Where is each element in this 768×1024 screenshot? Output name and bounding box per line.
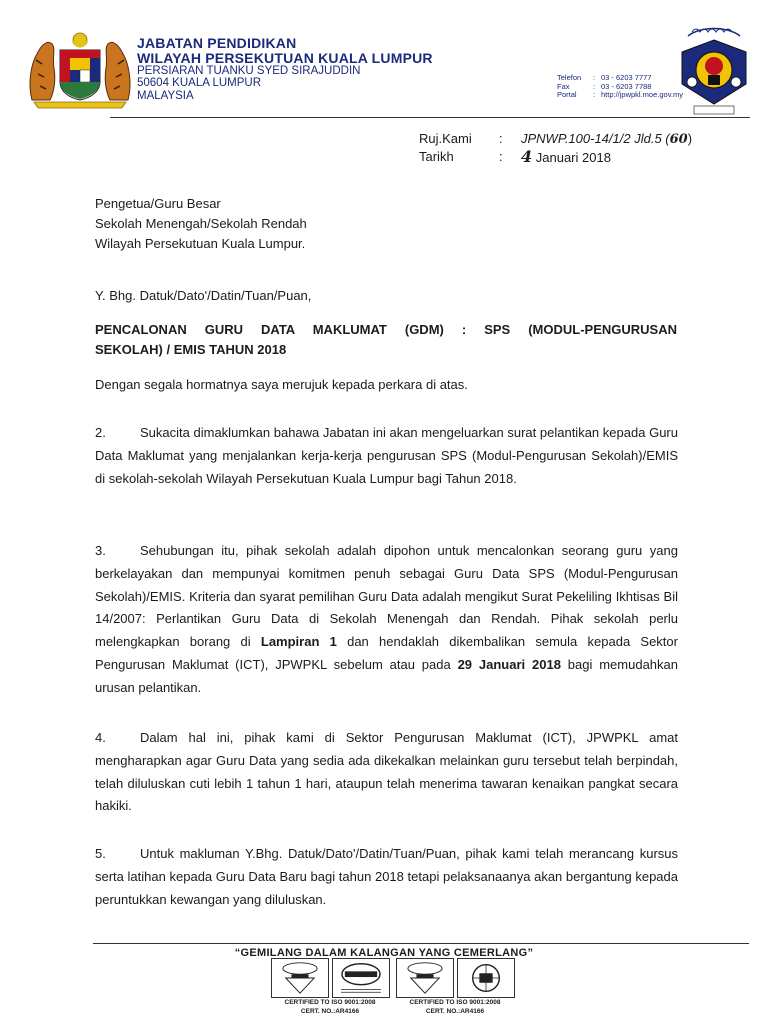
recipient-line: Sekolah Menengah/Sekolah Rendah	[95, 216, 307, 231]
paragraph-number: 3.	[95, 543, 106, 558]
address-line1: PERSIARAN TUANKU SYED SIRAJUDDIN	[137, 65, 361, 78]
contact-value: http://jpwpkl.moe.gov.my	[601, 90, 683, 100]
recipient-line: Pengetua/Guru Besar	[95, 196, 221, 211]
contact-label: Fax	[557, 81, 570, 91]
org-name-line2: WILAYAH PERSEKUTUAN KUALA LUMPUR	[137, 49, 433, 66]
paragraph-3	[95, 540, 678, 700]
ruj-number: JPNWP.100-14/1/2 Jld.5 (	[521, 131, 670, 146]
contact-info	[557, 74, 683, 100]
contact-label: Portal	[557, 90, 577, 100]
recipient-line: Wilayah Persekutuan Kuala Lumpur.	[95, 236, 306, 251]
quality-system-sirim-icon	[396, 958, 454, 998]
contact-value: 03 - 6203 7777	[601, 73, 652, 82]
footer-motto: “GEMILANG DALAM KALANGAN YANG CEMERLANG”	[234, 947, 534, 959]
paragraph-text: Sehubungan itu, pihak sekolah adalah dipohon untuk mencalonkan seorang guru yang berkelayakan dan mempunyai komitmen penuh sebagai Guru Data SPS (Modul-Pengurusan Sekolah)/EMIS. Kriteria dan syarat pemilihan Guru Data adalah mengikut Surat Pekeliling Ikhtisas Bil 14/2007: Perlantikan Guru Data di Sekolah Menengah dan Rendah. Pihak sekolah perlu melengkapkan borang di	[95, 543, 678, 650]
paragraph-number: 5.	[95, 846, 106, 861]
contact-phone: Telefon : 03 - 6203 7777	[557, 73, 652, 82]
subject-line1: PENCALONAN GURU DATA MAKLUMAT (GDM) : SPS (MODUL-PENGURUSAN	[95, 322, 677, 337]
address-line3: MALAYSIA	[137, 89, 194, 102]
letter-subject	[95, 320, 677, 360]
federal-territory-crest-icon	[676, 22, 752, 118]
cert-number: CERT. NO.:AR4166	[425, 1007, 485, 1015]
paragraph-text: Untuk makluman Y.Bhg. Datuk/Dato'/Datin/Tuan/Puan, pihak kami telah merancang kursus serta latihan kepada Guru Data Baru bagi tahun 2018 tetapi pelaksanaanya akan bergantung kepada peruntukkan kewangan yang diluluskan.	[95, 846, 678, 907]
quality-system-sirim-icon	[271, 958, 329, 998]
contact-fax: Fax : 03 - 6203 7788	[557, 81, 652, 91]
organization-name	[137, 36, 433, 102]
cert-number: CERT. NO.:AR4166	[300, 1007, 360, 1015]
contact-label: Telefon	[557, 73, 582, 82]
tarikh-label: Tarikh	[419, 149, 454, 164]
ruj-close: )	[687, 131, 693, 146]
iso-certification-2	[385, 958, 525, 1022]
paragraph-text: bagi memudahkan urusan pelantikan.	[95, 656, 678, 695]
tarikh-month-year: Januari 2018	[535, 150, 611, 165]
lampiran-reference: Lampiran 1	[260, 634, 337, 650]
ruj-value	[521, 130, 692, 149]
recipient-address	[95, 194, 307, 254]
footer-divider	[93, 943, 749, 944]
ruj-separator: :	[499, 131, 503, 146]
org-name-line1: JABATAN PENDIDIKAN	[137, 35, 297, 51]
address-line2: 50604 KUALA LUMPUR	[137, 77, 262, 90]
contact-portal: Portal : http://jpwpkl.moe.gov.my	[557, 90, 683, 100]
tarikh-separator: :	[499, 149, 503, 164]
paragraph-5	[95, 843, 678, 911]
ruj-label: Ruj.Kami	[419, 131, 472, 146]
paragraph-number: 2.	[95, 425, 106, 440]
iqnet-logo-icon	[457, 958, 515, 998]
contact-value: 03 - 6203 7788	[601, 81, 652, 91]
cert-standard: CERTIFIED TO ISO 9001:2008	[284, 999, 376, 1006]
paragraph-4	[95, 727, 678, 818]
paragraph-2	[95, 422, 678, 490]
iso-certification-1	[260, 958, 400, 1022]
letterhead-divider	[110, 117, 750, 118]
tarikh-handwritten-day: 4	[521, 147, 533, 166]
subject-line2: SEKOLAH) / EMIS TAHUN 2018	[95, 342, 287, 357]
malaysia-coat-of-arms-icon	[26, 30, 134, 110]
paragraph-1: Dengan segala hormatnya saya merujuk kepada perkara di atas.	[95, 377, 468, 392]
tarikh-value	[521, 148, 611, 167]
cert-standard: CERTIFIED TO ISO 9001:2008	[409, 999, 501, 1006]
paragraph-text: Dalam hal ini, pihak kami di Sektor Pengurusan Maklumat (ICT), JPWPKL amat mengharapkan agar Guru Data yang sedia ada dikekalkan melainkan guru tersebut telah berpindah, telah diluluskan cuti lebih 1 tahun 1 hari, ataupun telah menerima tawaran kenaikan pangkat secara hakiki.	[95, 730, 678, 814]
paragraph-text: Sukacita dimaklumkan bahawa Jabatan ini akan mengeluarkan surat pelantikan kepada Guru Data Maklumat yang menjalankan kerja-kerja pengurusan SPS (Modul-Pengurusan Sekolah)/EMIS di sekolah-sekolah Wilayah Persekutuan Kuala Lumpur bagi Tahun 2018.	[95, 425, 678, 486]
paragraph-number: 4.	[95, 730, 106, 745]
deadline-date: 29 Januari 2018	[457, 656, 561, 672]
standards-logo-icon	[332, 958, 390, 998]
salutation: Y. Bhg. Datuk/Dato'/Datin/Tuan/Puan,	[95, 288, 312, 303]
ruj-handwritten: 60	[669, 132, 688, 147]
paragraph-text: dan hendaklah dikembalikan semula kepada Sektor Pengurusan Maklumat (ICT), JPWPKL sebelum atau pada	[95, 634, 678, 672]
